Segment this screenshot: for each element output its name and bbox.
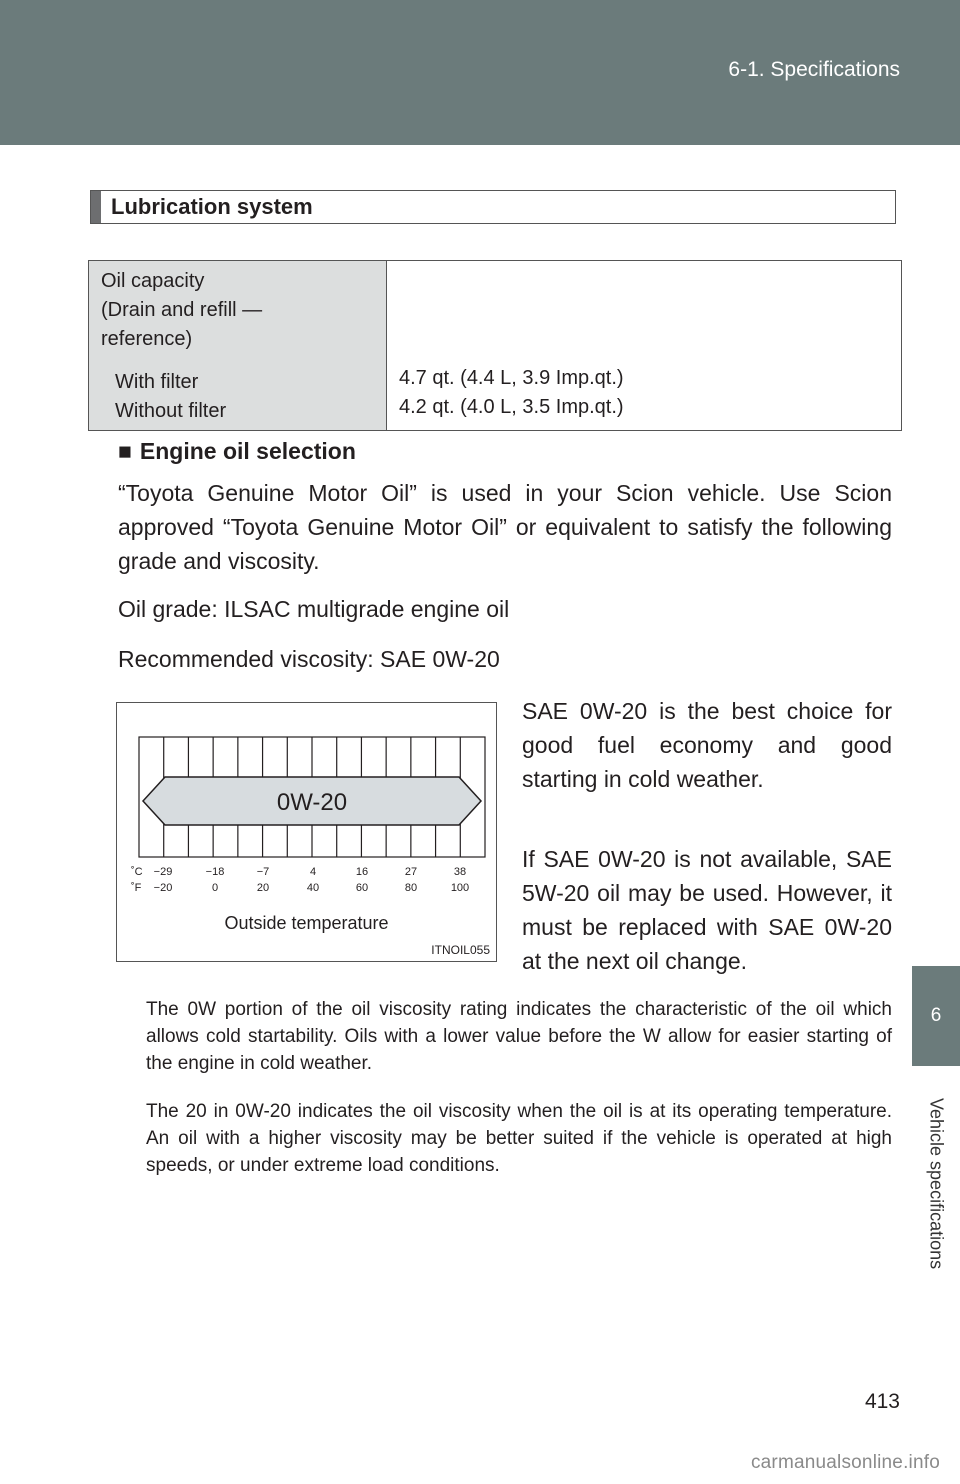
lubrication-heading (90, 190, 896, 224)
fahrenheit-tick: 100 (450, 882, 470, 894)
celsius-tick: 27 (404, 866, 418, 878)
fahrenheit-tick: 40 (306, 882, 320, 894)
fahrenheit-unit: ˚F (131, 882, 142, 894)
celsius-tick: −29 (153, 866, 173, 878)
note-20-portion: The 20 in 0W-20 indicates the oil viscosity when the oil is at its operating temperature. An oil with a higher viscosity may be better suited if the vehicle is operated at high speeds, or under extreme load conditions. (146, 1101, 892, 1176)
viscosity-figure (116, 702, 497, 962)
figure-caption: Outside temperature (224, 913, 389, 933)
fahrenheit-tick: 0 (211, 882, 219, 894)
fahrenheit-tick: −20 (153, 882, 173, 894)
lubrication-heading-text: Lubrication system (111, 194, 313, 219)
square-bullet-icon: ■ (118, 438, 132, 464)
row-label-with-filter: With filter (115, 371, 199, 393)
row-label-without-filter: Without filter (115, 400, 227, 422)
fahrenheit-tick: 20 (256, 882, 270, 894)
chapter-label (914, 1076, 958, 1291)
celsius-unit: ˚C (131, 866, 143, 878)
table-label-line: reference) (101, 328, 193, 350)
oil-grade-text: Oil grade: ILSAC multigrade engine oil (118, 596, 510, 622)
heading-bar (91, 191, 101, 223)
viscosity-band-label: 0W-20 (276, 789, 348, 816)
page-number: 413 (864, 1390, 900, 1413)
celsius-tick: −18 (205, 866, 225, 878)
oil-capacity-table (88, 260, 902, 431)
oil-selection-heading-text: Engine oil selection (139, 438, 356, 464)
watermark: carmanualsonline.info (750, 1452, 940, 1473)
oil-selection-heading (118, 438, 356, 465)
table-label-line: (Drain and refill — (101, 299, 263, 321)
section-title: 6-1. Specifications (728, 58, 900, 81)
row-value-without-filter: 4.2 qt. (4.0 L, 3.5 Imp.qt.) (399, 396, 624, 418)
celsius-tick: −7 (256, 866, 270, 878)
celsius-tick: 38 (453, 866, 467, 878)
celsius-tick: 4 (309, 866, 317, 878)
chapter-label-text: Vehicle specifications (926, 1097, 947, 1270)
side-paragraph-best-choice: SAE 0W-20 is the best choice for good fuel economy and good starting in cold weather. (522, 698, 892, 792)
chapter-tab (912, 966, 960, 1066)
header-band (0, 0, 960, 145)
recommended-viscosity-text: Recommended viscosity: SAE 0W-20 (118, 646, 500, 672)
intro-paragraph: “Toyota Genuine Motor Oil” is used in your Scion vehicle. Use Scion approved “Toyota Genuine Motor Oil” or equivalent to satisfy the following grade and viscosity. (118, 480, 892, 574)
chapter-number: 6 (930, 1005, 942, 1026)
side-paragraph-alternative: If SAE 0W-20 is not available, SAE 5W-20 oil may be used. However, it must be replaced with SAE 0W-20 at the next oil change. (522, 846, 892, 974)
celsius-tick: 16 (355, 866, 369, 878)
figure-code: ITNOIL055 (431, 943, 490, 957)
fahrenheit-tick: 80 (404, 882, 418, 894)
note-0w-portion: The 0W portion of the oil viscosity rating indicates the characteristic of the oil which allows cold startability. Oils with a lower value before the W allow for easier starting of the engine in cold weather. (146, 999, 892, 1074)
table-label-column (89, 261, 387, 430)
fahrenheit-tick: 60 (355, 882, 369, 894)
table-label-line: Oil capacity (101, 270, 205, 292)
row-value-with-filter: 4.7 qt. (4.4 L, 3.9 Imp.qt.) (399, 367, 624, 389)
table-value-column (387, 261, 901, 430)
